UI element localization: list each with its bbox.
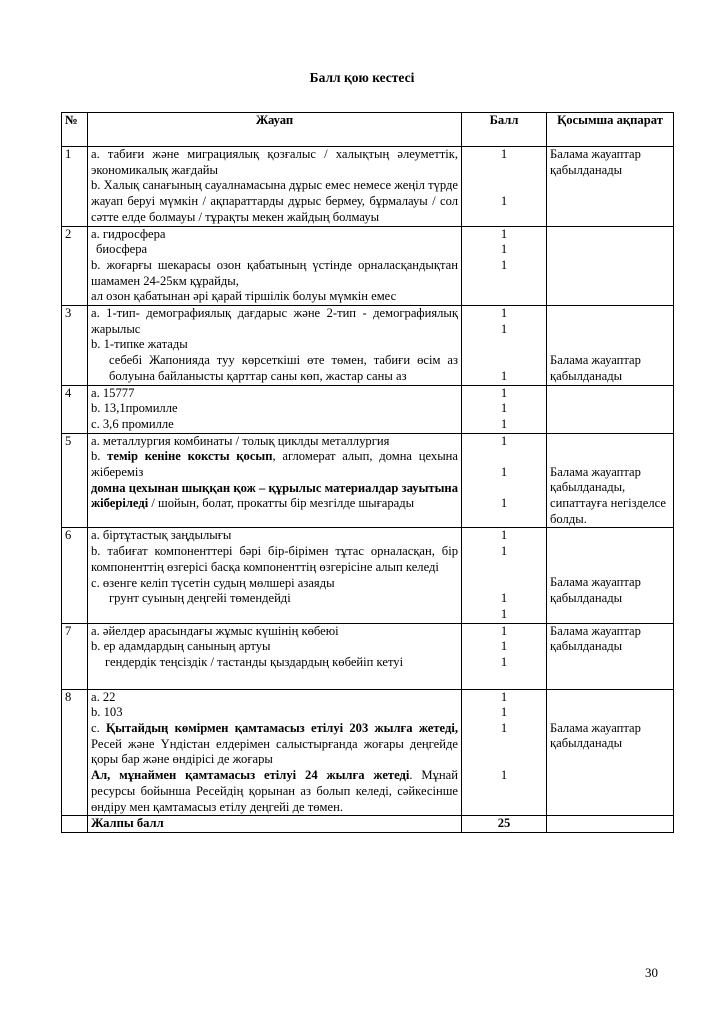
points-cell — [462, 385, 547, 433]
answer-line: b. Халық санағының сауалнамасына дұрыс емес немесе жеңіл түрде жауап беруі мүмкін / ақпараттарды дұрыс бермеу, бұрмалауы / сол сәтте елде болмауы / тұрақты мекен жайдың болмауы — [91, 178, 458, 224]
header-answer: Жауап — [88, 113, 462, 147]
points-value: 1 — [500, 385, 508, 400]
row-number: 2 — [62, 226, 88, 306]
total-row — [62, 816, 674, 833]
points-value: 1 — [500, 242, 508, 257]
points-value — [465, 737, 543, 753]
answer-cell — [88, 528, 462, 623]
points-value: 1 — [500, 226, 508, 241]
extra-cell — [547, 528, 674, 623]
answer-line: c. өзенге келіп түсетін судың мөлшері азаяды — [91, 575, 335, 590]
points-value — [465, 560, 543, 576]
points-value: 1 — [500, 655, 508, 670]
answer-line: домна цехынан шыққан қож – құрылыс материалдар зауытына жіберіледі / шойын, болат, прокатты бір мезгілде шығарады — [91, 480, 458, 511]
extra-text: Балама жауаптар қабылданады — [550, 575, 641, 606]
answer-line: грунт суының деңгейі төмендейді — [109, 591, 291, 606]
points-value — [465, 576, 543, 592]
points-value: 1 — [500, 416, 508, 431]
points-value: 1 — [500, 623, 508, 638]
answer-line: c. 3,6 промилле — [91, 416, 174, 431]
row-number: 7 — [62, 623, 88, 689]
extra-text: Балама жауаптар қабылданады — [550, 353, 641, 383]
extra-text: Балама жауаптар қабылданады — [550, 720, 641, 751]
answer-line: биосфера — [96, 242, 148, 257]
answer-line: a. 22 — [91, 689, 116, 704]
points-value: 1 — [500, 768, 508, 783]
answer-cell — [88, 433, 462, 528]
row-number: 1 — [62, 147, 88, 227]
answer-line: a. 1-тип- демографиялық дағдарыс және 2-тип - демографиялық жарылыс — [91, 306, 458, 336]
points-value: 1 — [500, 306, 508, 321]
points-value: 1 — [500, 465, 508, 480]
points-value: 1 — [500, 721, 508, 736]
table-row — [62, 433, 674, 528]
points-value — [465, 178, 543, 194]
points-value: 1 — [500, 147, 508, 161]
points-value: 1 — [500, 257, 508, 272]
points-value: 1 — [500, 639, 508, 654]
answer-line: b. табиғат компоненттері бәрі бір-бірімен тұтас орналасқан, бір компоненттің өзгерісі басқа компоненттің өзгерісіне алып келеді — [91, 544, 458, 574]
points-value — [465, 752, 543, 768]
answer-line: гендердік теңсіздік / тастанды қыздардың көбейіп кетуі — [105, 655, 404, 670]
answer-cell — [88, 385, 462, 433]
points-value: 1 — [500, 194, 508, 209]
answer-line: b. ер адамдардың санының артуы — [91, 639, 271, 654]
answer-line: b. 13,1промилле — [91, 401, 178, 416]
row-number: 6 — [62, 528, 88, 623]
table-row — [62, 623, 674, 689]
points-value: 1 — [500, 433, 508, 448]
row-number: 5 — [62, 433, 88, 528]
extra-cell: Балама жауаптар қабылданады — [547, 147, 674, 227]
extra-cell — [547, 306, 674, 386]
points-cell — [462, 147, 547, 227]
answer-line: a. металлургия комбинаты / толық циклды металлургия — [91, 433, 390, 448]
points-cell — [462, 306, 547, 386]
points-value: 1 — [500, 606, 508, 621]
points-value: 1 — [500, 321, 508, 336]
extra-cell — [547, 433, 674, 528]
header-num: № — [62, 113, 88, 147]
answer-cell — [88, 623, 462, 689]
points-cell — [462, 226, 547, 306]
points-value: 1 — [500, 544, 508, 559]
page-number: 30 — [645, 965, 658, 980]
answer-line: c. Қытайдың көмірмен қамтамасыз етілуі 203 жылға жетеді, Ресей және Үндістан елдерімен салыстырғанда жоғары деңгейде қоры бар және өндірісі де жоғары — [91, 721, 459, 767]
points-value — [465, 449, 543, 465]
scoring-table — [61, 112, 674, 833]
points-cell — [462, 433, 547, 528]
points-value: 1 — [500, 689, 508, 704]
total-value: 25 — [462, 816, 547, 833]
extra-cell — [547, 689, 674, 816]
row-number: 3 — [62, 306, 88, 386]
points-value — [465, 353, 543, 369]
answer-line: a. біртұтастық заңдылығы — [91, 528, 232, 543]
points-cell — [462, 623, 547, 689]
answer-cell — [88, 226, 462, 306]
extra-cell — [547, 226, 674, 306]
answer-line: a. табиғи және миграциялық қозғалыс / халықтың әлеуметтік, экономикалық жағдайы — [91, 147, 458, 177]
answer-line: b. 1-типке жатады — [91, 337, 188, 352]
table-row — [62, 528, 674, 623]
extra-text: Балама жауаптар қабылданады, сипаттауға негізделсе болды. — [550, 464, 666, 526]
answer-cell — [88, 147, 462, 227]
total-label: Жалпы балл — [88, 816, 462, 833]
answer-line: a. әйелдер арасындағы жұмыс күшінің көбеюі — [91, 623, 339, 638]
points-value: 1 — [500, 705, 508, 720]
header-extra: Қосымша ақпарат — [547, 113, 674, 147]
header-points: Балл — [462, 113, 547, 147]
points-value — [465, 163, 543, 179]
answer-line: себебі Жапонияда туу көрсеткіші өте төмен, табиғи өсім аз болуына байланысты қарттар саны көп, жастар саны аз — [109, 353, 458, 383]
answer-line: ал озон қабатынан әрі қарай тіршілік болуы мүмкін емес — [91, 289, 397, 304]
row-number: 4 — [62, 385, 88, 433]
table-row — [62, 689, 674, 816]
answer-line: b. жоғарғы шекарасы озон қабатының үстінде орналасқандықтан шамамен 24-25км құрайды, — [91, 257, 458, 288]
points-cell — [462, 689, 547, 816]
answer-line: b. 103 — [91, 705, 123, 720]
points-value: 1 — [500, 528, 508, 543]
points-cell — [462, 528, 547, 623]
bold-text: домна цехынан шыққан қож – құрылыс материалдар зауытына жіберіледі — [91, 480, 458, 511]
points-value: 1 — [500, 591, 508, 606]
table-header-row — [62, 113, 674, 147]
bold-text: Қытайдың көмірмен қамтамасыз етілуі 203 жылға жетеді, — [106, 721, 459, 736]
answer-cell — [88, 689, 462, 816]
table-row — [62, 385, 674, 433]
answer-line: Ал, мұнаймен қамтамасыз етілуі 24 жылға жетеді. Мұнай ресурсы бойынша Ресейдің қорынан аз болып келеді, сәйкесінше өндіру мен қамтамасыз етілу деңгейі де төмен. — [91, 768, 458, 814]
row-number: 8 — [62, 689, 88, 816]
table-row — [62, 226, 674, 306]
points-value: 1 — [500, 401, 508, 416]
answer-cell — [88, 306, 462, 386]
points-value — [465, 481, 543, 497]
table-row — [62, 147, 674, 227]
answer-line: a. гидросфера — [91, 226, 166, 241]
extra-cell — [547, 385, 674, 433]
bold-text: темір кеніне коксты қосып — [107, 449, 273, 464]
page-title: Балл қою кестесі — [309, 70, 415, 85]
points-value: 1 — [500, 496, 508, 511]
answer-line: b. темір кеніне коксты қосып, агломерат алып, домна цехына жібереміз — [91, 449, 458, 480]
table-row — [62, 306, 674, 386]
answer-line: a. 15777 — [91, 385, 135, 400]
bold-text: Ал, мұнаймен қамтамасыз етілуі 24 жылға жетеді — [91, 768, 410, 783]
points-value: 1 — [500, 368, 508, 383]
extra-cell: Балама жауаптар қабылданады — [547, 623, 674, 689]
points-value — [465, 337, 543, 353]
